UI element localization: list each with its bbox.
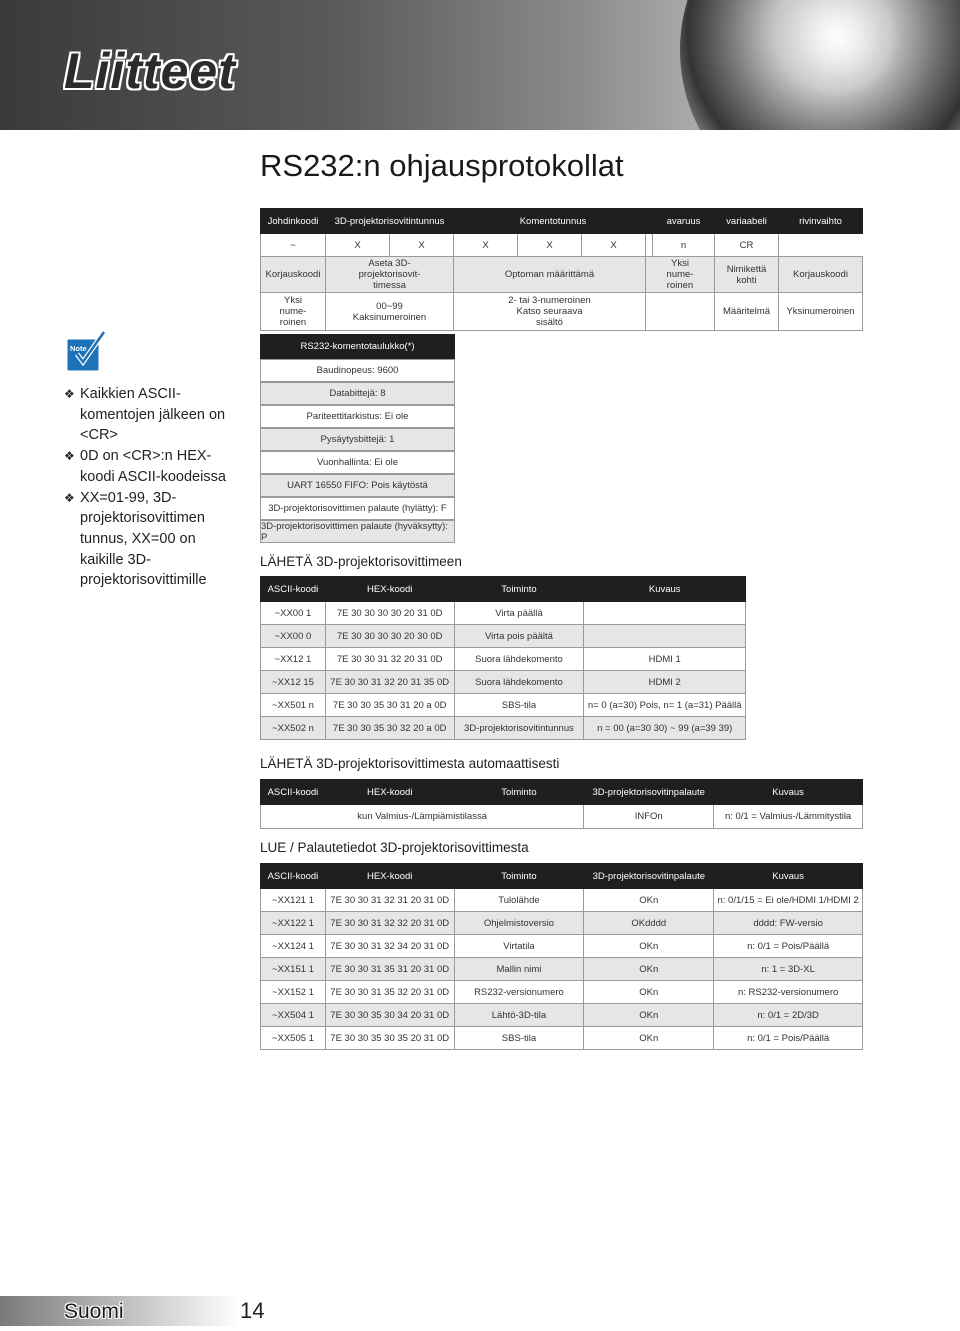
table-cell: ~XX505 1 [261,1027,326,1050]
header-cell: Toiminto [454,577,584,602]
table-row [261,648,746,671]
header-cell: 3D-projektorisovitintunnus [326,209,454,234]
table-cell: X [390,234,454,257]
header-cell: Kuvaus [714,780,863,805]
header-cell: rivinvaihto [779,209,863,234]
table-cell: n: RS232-versionumero [714,981,863,1004]
table-row [261,889,863,912]
header-cell: variaabeli [715,209,779,234]
table-cell: OKdddd [584,912,714,935]
table-row [261,717,746,740]
settings-row: Baudinopeus: 9600 [260,359,455,382]
table-cell: n: 1 = 3D-XL [714,958,863,981]
table-cell: n= 0 (a=30) Pois, n= 1 (a=31) Päällä [584,694,746,717]
table-cell: 7E 30 30 31 32 31 20 31 0D [325,889,454,912]
table-cell: 7E 30 30 35 30 34 20 31 0D [325,1004,454,1027]
table-cell: Nimikettä kohti [715,257,779,293]
table-cell: X [454,234,518,257]
table-cell: X [518,234,582,257]
header-cell: ASCII-koodi [261,577,326,602]
header-cell: Johdinkoodi [261,209,326,234]
header-cell: 3D-projektorisovitinpalaute [584,780,714,805]
send-section-title: LÄHETÄ 3D-projektorisovittimeen [260,554,462,569]
note-text: XX=01-99, 3D-projektorisovittimen tunnus, XX=00 on kaikille 3D-projektorisovittimille [80,489,207,589]
table-cell: ~XX12 15 [261,671,326,694]
table-row [261,234,863,257]
table-row [261,958,863,981]
table-cell: 7E 30 30 31 32 20 31 0D [325,648,454,671]
header-cell: 3D-projektorisovitinpalaute [584,864,714,889]
table-cell: SBS-tila [454,694,584,717]
table-cell: HDMI 2 [584,671,746,694]
table-cell: n: 0/1 = Valmius-/Lämmitystila [714,805,863,829]
table-cell: Mallin nimi [454,958,584,981]
header-cell: avaruus [653,209,715,234]
table-row [261,257,863,293]
table-cell: 7E 30 30 31 32 32 20 31 0D [325,912,454,935]
read-section-title: LUE / Palautetiedot 3D-projektorisovittimesta [260,840,529,855]
diamond-bullet-icon: ❖ [64,449,75,464]
footer-language: Suomi [64,1300,124,1323]
table-cell: Ohjelmistoversio [454,912,584,935]
table-cell: INFOn [584,805,714,829]
table-cell: 7E 30 30 30 30 20 30 0D [325,625,454,648]
table-cell: Virta pois päältä [454,625,584,648]
header-cell: HEX-koodi [325,577,454,602]
table-cell: n = 00 (a=30 30) ~ 99 (a=39 39) [584,717,746,740]
table-row [261,935,863,958]
table-cell: 7E 30 30 30 30 20 31 0D [325,602,454,625]
settings-row: Pariteettitarkistus: Ei ole [260,405,455,428]
table-cell: Määritelmä [715,293,779,331]
header-cell: HEX-koodi [325,780,454,805]
table-cell: CR [715,234,779,257]
table-cell: Aseta 3D-projektorisovit-timessa [326,257,454,293]
table-row [261,805,863,829]
table-cell: Suora lähdekomento [454,648,584,671]
note-list [64,384,234,591]
table-cell: HDMI 1 [584,648,746,671]
table-cell: Virta päällä [454,602,584,625]
table-cell [646,234,653,257]
table-cell: X [582,234,646,257]
table-row [261,1027,863,1050]
header-cell: ASCII-koodi [261,864,326,889]
table-cell [646,293,715,331]
table-row [261,694,746,717]
table-cell: OKn [584,958,714,981]
auto-section-title: LÄHETÄ 3D-projektorisovittimesta automaattisesti [260,756,560,771]
table-cell: 7E 30 30 31 32 34 20 31 0D [325,935,454,958]
table-cell: ~XX12 1 [261,648,326,671]
table-cell: n [653,234,715,257]
table-cell: 7E 30 30 31 32 20 31 35 0D [325,671,454,694]
table-row [261,981,863,1004]
send-commands-table [260,576,746,740]
header-cell: Kuvaus [714,864,863,889]
note-icon [66,330,106,372]
table-cell: OKn [584,935,714,958]
table-cell: ~XX00 0 [261,625,326,648]
table-cell: 7E 30 30 35 30 35 20 31 0D [325,1027,454,1050]
table-cell: Korjauskoodi [261,257,326,293]
table-row [261,293,863,331]
settings-row: UART 16550 FIFO: Pois käytöstä [260,474,455,497]
settings-row: 3D-projektorisovittimen palaute (hylätty): F [260,497,455,520]
header-banner [0,0,960,130]
header-cell: Komentotunnus [454,209,653,234]
note-text: 0D on <CR>:n HEX-koodi ASCII-koodeissa [80,448,226,485]
table-cell: Tulolähde [454,889,584,912]
table-cell: 2- tai 3-numeroinen Katso seuraava sisältö [454,293,646,331]
diamond-bullet-icon: ❖ [64,387,75,401]
page-title: RS232:n ohjausprotokollat [260,148,624,183]
header-cell: Toiminto [454,780,584,805]
table-cell: ~XX504 1 [261,1004,326,1027]
table-cell: n: 0/1 = 2D/3D [714,1004,863,1027]
table-cell: Optoman määrittämä [454,257,646,293]
table-row [261,625,746,648]
table-cell: kun Valmius-/Lämpiämistilassa [261,805,584,829]
table-cell: ~XX124 1 [261,935,326,958]
table-cell: ~XX152 1 [261,981,326,1004]
table-cell: OKn [584,1027,714,1050]
header-cell: HEX-koodi [325,864,454,889]
table-cell: n: 0/1 = Pois/Päällä [714,1027,863,1050]
settings-row: 3D-projektorisovittimen palaute (hyväksytty): P [260,520,455,543]
header-cell: Kuvaus [584,577,746,602]
page-number: 14 [240,1298,265,1323]
table-cell: 7E 30 30 35 30 32 20 a 0D [325,717,454,740]
table-row [261,864,863,889]
command-format-table [260,208,863,331]
chapter-title: Liitteet [64,43,236,99]
table-cell: Korjauskoodi [779,257,863,293]
note-text: Kaikkien ASCII-komentojen jälkeen on <CR> [80,386,226,444]
table-cell: Virtatila [454,935,584,958]
settings-row: Pysäytysbittejä: 1 [260,428,455,451]
table-cell: dddd: FW-versio [714,912,863,935]
read-commands-table [260,863,863,1050]
header-cell: ASCII-koodi [261,780,326,805]
table-cell: Suora lähdekomento [454,671,584,694]
table-row [261,602,746,625]
note-icon-label: Note [70,344,87,353]
table-row [261,671,746,694]
table-cell: OKn [584,981,714,1004]
list-item [64,446,234,487]
table-cell: ~XX502 n [261,717,326,740]
table-cell: Yksinumeroinen [779,293,863,331]
table-cell [584,602,746,625]
table-cell: 7E 30 30 31 35 31 20 31 0D [325,958,454,981]
table-cell: n: 0/1/15 = Ei ole/HDMI 1/HDMI 2 [714,889,863,912]
table-cell [584,625,746,648]
table-cell: OKn [584,1004,714,1027]
table-cell: ~XX121 1 [261,889,326,912]
table-cell: 3D-projektorisovitintunnus [454,717,584,740]
auto-commands-table [260,779,863,829]
table-row [261,912,863,935]
table-row [261,780,863,805]
table-cell: ~ [261,234,326,257]
table-cell: X [326,234,390,257]
header-cell: Toiminto [454,864,584,889]
table-cell: ~XX122 1 [261,912,326,935]
table-cell: ~XX151 1 [261,958,326,981]
settings-row: Databittejä: 8 [260,382,455,405]
list-item [64,488,234,592]
settings-header: RS232-komentotaulukko(*) [260,334,455,359]
table-cell: 00~99 Kaksinumeroinen [326,293,454,331]
table-cell: RS232-versionumero [454,981,584,1004]
table-row [261,1004,863,1027]
list-item [64,384,234,446]
table-cell: OKn [584,889,714,912]
table-cell: 7E 30 30 35 30 31 20 a 0D [325,694,454,717]
table-cell: ~XX00 1 [261,602,326,625]
table-cell: Lähtö-3D-tila [454,1004,584,1027]
table-cell: n: 0/1 = Pois/Päällä [714,935,863,958]
table-cell: ~XX501 n [261,694,326,717]
table-cell: Yksi nume-roinen [261,293,326,331]
table-cell: SBS-tila [454,1027,584,1050]
diamond-bullet-icon: ❖ [64,490,75,505]
table-cell: Yksi nume-roinen [646,257,715,293]
table-row [261,209,863,234]
settings-row: Vuonhallinta: Ei ole [260,451,455,474]
table-row [261,577,746,602]
table-cell: 7E 30 30 31 35 32 20 31 0D [325,981,454,1004]
